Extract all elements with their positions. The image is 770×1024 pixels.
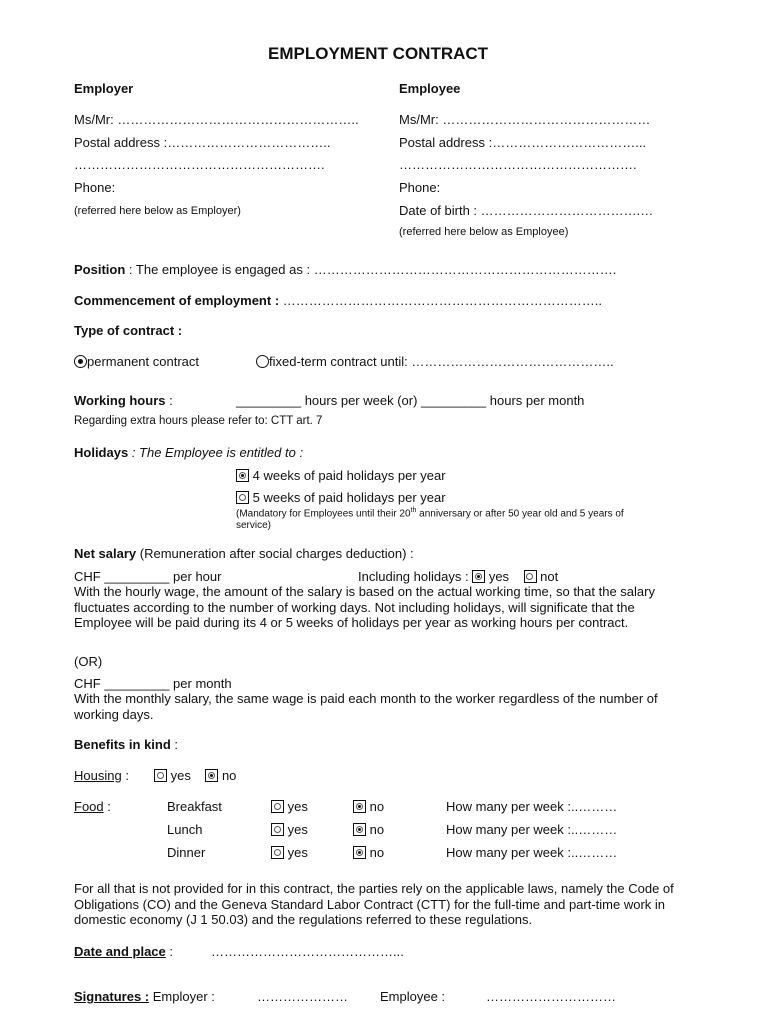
how-many-label: How many per week :	[446, 822, 571, 837]
housing-no-label: no	[221, 768, 237, 783]
employee-name-label: Ms/Mr:	[399, 112, 439, 127]
hourly-per-hour-label: per hour	[173, 569, 222, 584]
hourly-wage-row	[74, 569, 221, 584]
employee-dob-row	[399, 203, 653, 218]
meal-0-how-many	[446, 799, 617, 814]
net-salary-text: (Remuneration after social charges deduction) :	[139, 546, 414, 561]
housing-yes-checkbox[interactable]	[154, 769, 167, 782]
benefits-colon: :	[174, 737, 179, 752]
holidays-row	[74, 445, 303, 460]
holiday-mandatory-note	[236, 505, 624, 532]
meal-yes-label: yes	[287, 845, 308, 860]
closing-paragraph: For all that is not provided for in this contract, the parties rely on the applicable laws, namely the Code of Obligations (CO) and the Geneva Standard Labor Contract (CTT) for the full-time and part-time work in domestic economy (J 1 50.03) and the regulations referred to these regulations.	[74, 881, 674, 927]
food-row	[74, 799, 111, 814]
housing-row	[74, 768, 129, 783]
employer-postal-label: Postal address :	[74, 135, 168, 150]
housing-yes-label: yes	[170, 768, 191, 783]
housing-no-checkbox[interactable]	[205, 769, 218, 782]
permanent-radio[interactable]	[74, 355, 87, 368]
employer-postal-row	[74, 135, 330, 150]
including-yes-label: yes	[488, 569, 510, 584]
or-label: (OR)	[74, 654, 103, 669]
position-field[interactable]: …………………………………………………………….	[313, 262, 617, 277]
holiday-note-sup: th	[410, 507, 417, 514]
extra-hours-note: Regarding extra hours please refer to: CTT art. 7	[74, 415, 323, 427]
commencement-row	[74, 293, 602, 308]
monthly-wage-row	[74, 676, 232, 691]
employee-address-line2[interactable]: ……………………………………………….	[399, 157, 637, 172]
net-salary-label: Net salary	[74, 546, 137, 561]
employer-referred-note: (referred here below as Employer)	[74, 205, 241, 217]
meal-2-how-many	[446, 845, 617, 860]
monthly-per-month-label: per month	[173, 676, 232, 691]
position-label: Position	[74, 262, 126, 277]
commencement-label: Commencement of employment :	[74, 293, 280, 308]
monthly-chf-label: CHF	[74, 676, 101, 691]
page-title: EMPLOYMENT CONTRACT	[268, 44, 489, 63]
position-text: : The employee is engaged as :	[128, 262, 311, 277]
date-place-row	[74, 944, 173, 959]
how-many-field[interactable]: ..………	[571, 845, 618, 860]
employer-name-label: Ms/Mr:	[74, 112, 114, 127]
meal-0-name-cell	[167, 799, 222, 814]
housing-colon: :	[125, 768, 129, 783]
holiday-5-weeks-label: 5 weeks of paid holidays per year	[252, 490, 446, 505]
employer-name-field[interactable]: ………………………………………………..	[117, 112, 359, 127]
hourly-wage-field[interactable]: _________	[104, 569, 170, 584]
meal-0-yes-option	[271, 799, 308, 814]
holiday-note-line2: service)	[236, 520, 272, 532]
permanent-label: permanent contract	[87, 354, 200, 369]
fixed-term-radio[interactable]	[256, 355, 269, 368]
including-not-checkbox[interactable]	[524, 570, 537, 583]
holiday-note-part2: anniversary or after 50 year old and 5 years of	[416, 508, 624, 520]
meal-1-yes-option	[271, 822, 308, 837]
meal-yes-label: yes	[287, 822, 308, 837]
contract-permanent-option[interactable]	[74, 354, 199, 369]
meal-name: Lunch	[167, 822, 203, 837]
holiday-4-weeks-checkbox[interactable]	[236, 469, 249, 482]
meal-yes-checkbox[interactable]	[271, 800, 284, 813]
employer-phone-label[interactable]: Phone:	[74, 180, 116, 195]
commencement-field[interactable]: ………………………………………………………………..	[282, 293, 603, 308]
meal-0-no-option	[353, 799, 384, 814]
including-holidays-row	[358, 569, 558, 584]
including-yes-checkbox[interactable]	[472, 570, 485, 583]
signatures-row	[74, 989, 215, 1004]
how-many-field[interactable]: ..………	[571, 799, 618, 814]
hours-per-week-label: hours per week (or)	[304, 393, 418, 408]
meal-2-no-option	[353, 845, 384, 860]
including-not-label: not	[540, 569, 559, 584]
meal-yes-checkbox[interactable]	[271, 823, 284, 836]
employee-referred-note: (referred here below as Employee)	[399, 226, 569, 238]
hours-per-week-field[interactable]: _________	[236, 393, 302, 408]
benefits-row	[74, 737, 178, 752]
monthly-wage-field[interactable]: _________	[104, 676, 170, 691]
food-label: Food	[74, 799, 104, 814]
working-hours-label: Working hours	[74, 393, 166, 408]
meal-1-how-many	[446, 822, 617, 837]
employer-signature-label: Employer :	[152, 989, 215, 1004]
employee-heading: Employee	[399, 81, 461, 96]
meal-no-label: no	[369, 822, 385, 837]
hourly-wage-paragraph: With the hourly wage, the amount of the salary is based on the actual working time, so that the salary fluctuates according to the number of working days. Not including holidays, will significate that the Employee will be paid during its 4 or 5 weeks of holidays per year as working hours per contract.	[74, 584, 655, 630]
meal-no-label: no	[369, 845, 385, 860]
signatures-label: Signatures :	[74, 989, 150, 1004]
working-hours-row	[74, 393, 173, 408]
hourly-chf-label: CHF	[74, 569, 101, 584]
how-many-label: How many per week :	[446, 799, 571, 814]
monthly-wage-paragraph: With the monthly salary, the same wage is paid each month to the worker regardless of the number of working days.	[74, 691, 658, 722]
how-many-label: How many per week :	[446, 845, 571, 860]
fixed-term-field[interactable]: ………………………………………..	[411, 354, 614, 369]
date-place-label: Date and place	[74, 944, 166, 959]
holidays-label: Holidays	[74, 445, 129, 460]
meal-2-name-cell	[167, 845, 205, 860]
meal-no-checkbox[interactable]	[353, 846, 366, 859]
meal-1-name-cell	[167, 822, 202, 837]
employer-heading: Employer	[74, 81, 134, 96]
employer-address-line2[interactable]: ………………………………………………….	[74, 157, 325, 172]
hours-per-month-field[interactable]: _________	[421, 393, 487, 408]
employer-name-row	[74, 112, 359, 127]
employee-signature-label: Employee :	[380, 989, 446, 1004]
meal-2-yes-option	[271, 845, 308, 860]
holiday-4-weeks-label: 4 weeks of paid holidays per year	[252, 468, 446, 483]
meal-no-label: no	[369, 799, 385, 814]
employee-postal-row	[399, 135, 646, 150]
holidays-text: : The Employee is entitled to :	[131, 445, 304, 460]
employee-phone-label[interactable]: Phone:	[399, 180, 441, 195]
contract-type-label: Type of contract :	[74, 323, 183, 338]
housing-label: Housing	[74, 768, 122, 783]
date-place-field[interactable]: ……………………………………...	[211, 944, 404, 959]
position-row	[74, 262, 616, 277]
employee-name-row	[399, 112, 650, 127]
employee-dob-label: Date of birth :	[399, 203, 478, 218]
including-holidays-label: Including holidays :	[358, 569, 469, 584]
contract-fixed-option[interactable]	[256, 354, 614, 369]
working-hours-colon: :	[169, 393, 173, 408]
housing-options	[154, 768, 236, 783]
benefits-label: Benefits in kind	[74, 737, 171, 752]
holiday-note-part1: (Mandatory for Employees until their 20	[236, 508, 411, 520]
how-many-field[interactable]: ..………	[571, 822, 618, 837]
employer-signature-field[interactable]: …………………	[257, 989, 348, 1004]
working-hours-values	[236, 393, 584, 408]
net-salary-row	[74, 546, 414, 561]
hours-per-month-label: hours per month	[489, 393, 585, 408]
holiday-option-5-weeks[interactable]	[236, 490, 446, 505]
employee-signature-field[interactable]: …………………………	[486, 989, 616, 1004]
meal-no-checkbox[interactable]	[353, 800, 366, 813]
food-colon: :	[107, 799, 111, 814]
meal-yes-checkbox[interactable]	[271, 846, 284, 859]
holiday-option-4-weeks[interactable]	[236, 468, 446, 483]
employee-postal-field[interactable]: ……………………………...	[492, 135, 647, 150]
meal-no-checkbox[interactable]	[353, 823, 366, 836]
holiday-5-weeks-checkbox[interactable]	[236, 491, 249, 504]
meal-name: Breakfast	[167, 799, 222, 814]
meal-yes-label: yes	[287, 799, 308, 814]
meal-name: Dinner	[167, 845, 206, 860]
employee-dob-field[interactable]: ……………………………….…	[480, 203, 654, 218]
employee-name-field[interactable]: …………………………………………	[442, 112, 651, 127]
date-place-colon: :	[169, 944, 174, 959]
meal-1-no-option	[353, 822, 384, 837]
employer-postal-field[interactable]: ………………………………..	[167, 135, 331, 150]
employee-postal-label: Postal address :	[399, 135, 493, 150]
fixed-term-label: fixed-term contract until:	[269, 354, 408, 369]
